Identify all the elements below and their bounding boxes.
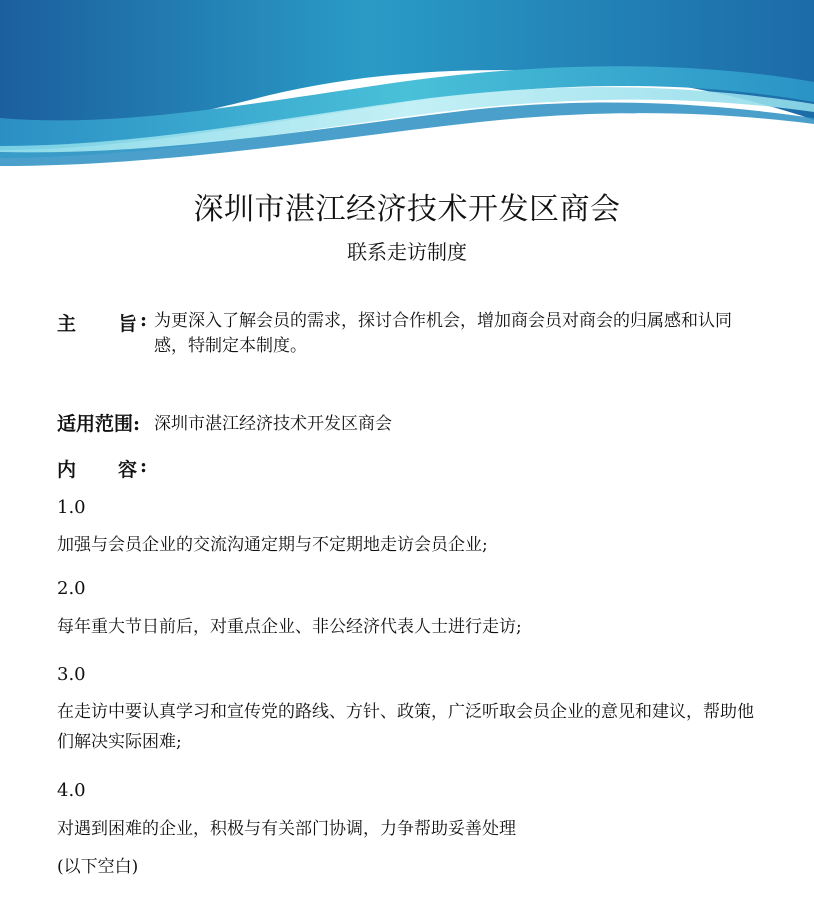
item-number: 3.0 — [57, 664, 86, 685]
item-text: 每年重大节日前后，对重点企业、非公经济代表人士进行走访; — [57, 617, 522, 637]
content-label-left: 内 — [57, 459, 77, 481]
item-number: 1.0 — [57, 497, 86, 518]
scope-label-text: 适用范围 — [57, 413, 134, 435]
scope-label — [57, 409, 140, 436]
document-subtitle: 联系走访制度 — [347, 240, 467, 264]
header-wave-banner — [0, 0, 814, 175]
scope-text: 深圳市湛江经济技术开发区商会 — [154, 414, 392, 434]
content-colon: : — [140, 455, 148, 477]
purpose-text: 为更深入了解会员的需求，探讨合作机会，增加商会员对商会的归属感和认同感，特制定本制度。 — [154, 311, 732, 356]
item-text: 加强与会员企业的交流沟通定期与不定期地走访会员企业; — [57, 535, 488, 555]
footer-note: (以下空白) — [57, 857, 139, 877]
item-text: 在走访中要认真学习和宣传党的路线、方针、政策，广泛听取会员企业的意见和建议，帮助他们解决实际困难; — [57, 702, 754, 752]
purpose-colon: : — [140, 309, 148, 331]
item-number: 4.0 — [57, 780, 86, 801]
document-title: 深圳市湛江经济技术开发区商会 — [193, 192, 621, 227]
purpose-label-left: 主 — [57, 313, 77, 335]
purpose-label-right: 旨 — [117, 313, 137, 335]
purpose-label — [57, 309, 137, 336]
content-label — [57, 455, 137, 482]
content-label-right: 容 — [117, 459, 137, 481]
scope-colon: : — [133, 413, 141, 435]
item-number: 2.0 — [57, 578, 86, 599]
item-text: 对遇到困难的企业，积极与有关部门协调，力争帮助妥善处理 — [57, 819, 516, 839]
